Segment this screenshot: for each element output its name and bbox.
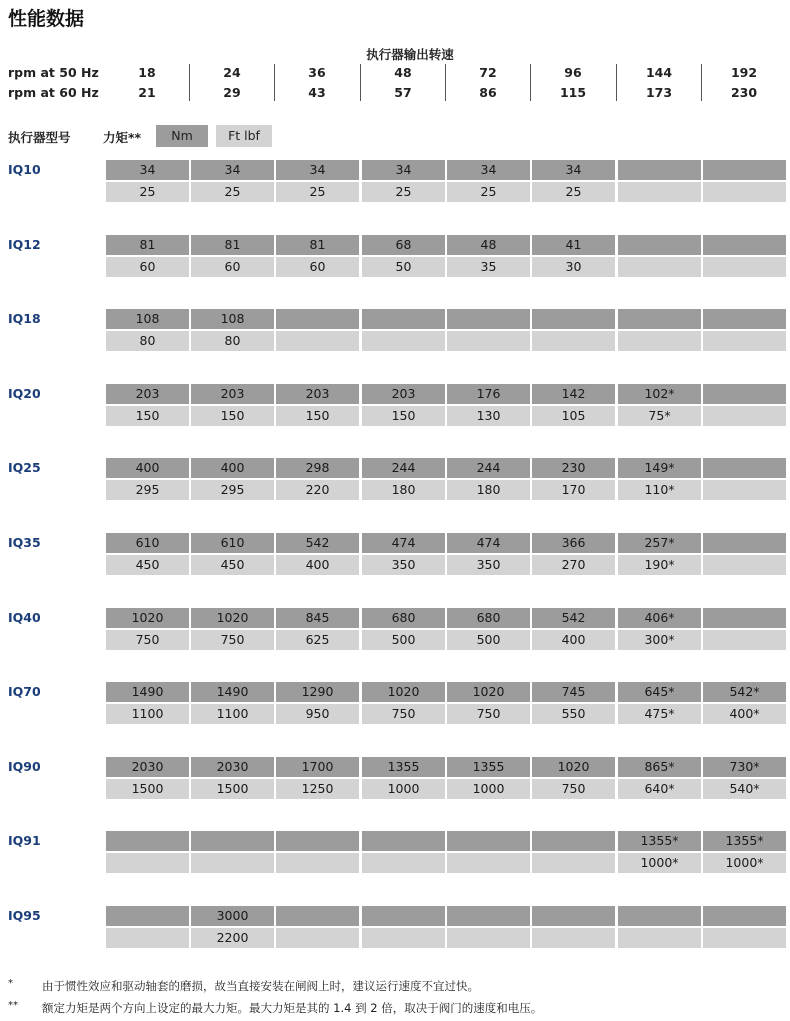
torque-ftlbf-cell bbox=[362, 853, 445, 873]
torque-nm-cell bbox=[447, 309, 530, 329]
torque-ftlbf-cell: 625 bbox=[276, 630, 359, 650]
torque-ftlbf-cell bbox=[276, 331, 359, 351]
torque-nm-cell bbox=[362, 831, 445, 851]
torque-ftlbf-cell: 1000* bbox=[703, 853, 786, 873]
torque-ftlbf-cell: 180 bbox=[362, 480, 445, 500]
torque-ftlbf-cell: 80 bbox=[191, 331, 274, 351]
torque-nm-cell: 845 bbox=[276, 608, 359, 628]
torque-ftlbf-cell: 150 bbox=[191, 406, 274, 426]
torque-nm-cell: 366 bbox=[532, 533, 615, 553]
torque-nm-cell: 203 bbox=[191, 384, 274, 404]
torque-nm-cell: 257* bbox=[618, 533, 701, 553]
torque-nm-cell bbox=[276, 906, 359, 926]
torque-ftlbf-cell bbox=[703, 555, 786, 575]
rpm-value: 96 bbox=[564, 65, 582, 80]
torque-nm-cell: 1355 bbox=[362, 757, 445, 777]
torque-nm-cell: 542 bbox=[532, 608, 615, 628]
torque-ftlbf-cell: 1000 bbox=[447, 779, 530, 799]
footnote-line bbox=[8, 1000, 542, 1016]
torque-ftlbf-cell: 35 bbox=[447, 257, 530, 277]
footnote-text: 由于惯性效应和驱动轴套的磨损，故当直接安装在闸阀上时，建议运行速度不宜过快。 bbox=[42, 979, 479, 993]
torque-ftlbf-cell: 400 bbox=[276, 555, 359, 575]
model-label: IQ25 bbox=[8, 460, 41, 475]
torque-nm-cell: 203 bbox=[106, 384, 189, 404]
torque-nm-cell: 1355* bbox=[703, 831, 786, 851]
model-label: IQ95 bbox=[8, 908, 41, 923]
torque-ftlbf-cell: 400* bbox=[703, 704, 786, 724]
torque-ftlbf-cell bbox=[532, 928, 615, 948]
torque-ftlbf-cell bbox=[362, 331, 445, 351]
torque-nm-cell: 1490 bbox=[191, 682, 274, 702]
torque-ftlbf-cell bbox=[618, 182, 701, 202]
torque-nm-cell bbox=[362, 309, 445, 329]
torque-ftlbf-cell: 295 bbox=[106, 480, 189, 500]
torque-nm-cell: 102* bbox=[618, 384, 701, 404]
torque-ftlbf-cell: 1500 bbox=[106, 779, 189, 799]
torque-nm-cell bbox=[276, 309, 359, 329]
page-title: 性能数据 bbox=[8, 8, 85, 30]
torque-ftlbf-cell bbox=[703, 182, 786, 202]
torque-nm-cell: 1700 bbox=[276, 757, 359, 777]
torque-ftlbf-cell: 75* bbox=[618, 406, 701, 426]
torque-nm-cell: 298 bbox=[276, 458, 359, 478]
rpm-value: 57 bbox=[394, 85, 412, 100]
torque-nm-cell: 34 bbox=[362, 160, 445, 180]
rpm-row-label: rpm at 60 Hz bbox=[8, 85, 99, 100]
torque-nm-cell: 1020 bbox=[106, 608, 189, 628]
torque-ftlbf-cell: 50 bbox=[362, 257, 445, 277]
torque-nm-cell: 48 bbox=[447, 235, 530, 255]
torque-ftlbf-cell bbox=[703, 928, 786, 948]
torque-nm-cell: 34 bbox=[276, 160, 359, 180]
model-label: IQ40 bbox=[8, 610, 41, 625]
torque-ftlbf-cell bbox=[106, 928, 189, 948]
torque-ftlbf-cell bbox=[447, 331, 530, 351]
torque-nm-cell bbox=[532, 906, 615, 926]
torque-ftlbf-cell: 110* bbox=[618, 480, 701, 500]
torque-ftlbf-cell: 25 bbox=[447, 182, 530, 202]
model-label: IQ91 bbox=[8, 833, 41, 848]
torque-nm-cell: 406* bbox=[618, 608, 701, 628]
torque-ftlbf-cell: 640* bbox=[618, 779, 701, 799]
torque-nm-cell: 41 bbox=[532, 235, 615, 255]
torque-nm-cell bbox=[703, 384, 786, 404]
torque-ftlbf-cell: 500 bbox=[447, 630, 530, 650]
torque-ftlbf-cell: 750 bbox=[191, 630, 274, 650]
torque-ftlbf-cell bbox=[703, 406, 786, 426]
torque-ftlbf-cell: 540* bbox=[703, 779, 786, 799]
torque-nm-cell: 34 bbox=[447, 160, 530, 180]
torque-nm-cell bbox=[447, 906, 530, 926]
rpm-value: 43 bbox=[308, 85, 326, 100]
column-divider bbox=[360, 64, 361, 101]
torque-nm-cell bbox=[447, 831, 530, 851]
torque-ftlbf-cell bbox=[362, 928, 445, 948]
torque-ftlbf-cell: 750 bbox=[532, 779, 615, 799]
torque-ftlbf-cell: 25 bbox=[106, 182, 189, 202]
torque-nm-cell bbox=[618, 906, 701, 926]
torque-nm-cell: 2030 bbox=[106, 757, 189, 777]
footnote-mark: * bbox=[8, 978, 13, 989]
rpm-value: 29 bbox=[223, 85, 241, 100]
torque-ftlbf-cell: 25 bbox=[191, 182, 274, 202]
torque-ftlbf-cell: 500 bbox=[362, 630, 445, 650]
torque-ftlbf-cell: 350 bbox=[447, 555, 530, 575]
torque-nm-cell bbox=[106, 906, 189, 926]
rpm-value: 86 bbox=[479, 85, 497, 100]
torque-nm-cell bbox=[618, 309, 701, 329]
torque-ftlbf-cell bbox=[703, 480, 786, 500]
torque-ftlbf-cell: 400 bbox=[532, 630, 615, 650]
torque-nm-cell: 645* bbox=[618, 682, 701, 702]
rpm-value: 24 bbox=[223, 65, 241, 80]
footnote-text: 额定力矩是两个方向上设定的最大力矩。最大力矩是其的 1.4 到 2 倍，取决于阀门的速度和电压。 bbox=[42, 1001, 543, 1015]
torque-nm-cell: 203 bbox=[276, 384, 359, 404]
torque-nm-cell: 400 bbox=[106, 458, 189, 478]
rpm-value: 115 bbox=[559, 85, 587, 100]
torque-ftlbf-cell bbox=[191, 853, 274, 873]
torque-nm-cell bbox=[191, 831, 274, 851]
torque-ftlbf-cell: 750 bbox=[447, 704, 530, 724]
torque-nm-cell: 1490 bbox=[106, 682, 189, 702]
torque-ftlbf-cell: 150 bbox=[276, 406, 359, 426]
rpm-value: 173 bbox=[645, 85, 673, 100]
torque-nm-cell: 865* bbox=[618, 757, 701, 777]
torque-ftlbf-cell: 150 bbox=[362, 406, 445, 426]
torque-ftlbf-cell bbox=[447, 928, 530, 948]
torque-nm-cell: 108 bbox=[106, 309, 189, 329]
torque-ftlbf-cell: 60 bbox=[106, 257, 189, 277]
torque-ftlbf-cell bbox=[703, 331, 786, 351]
legend-nm: Nm bbox=[156, 125, 208, 147]
torque-ftlbf-cell bbox=[532, 853, 615, 873]
torque-nm-cell bbox=[618, 235, 701, 255]
torque-nm-cell: 680 bbox=[447, 608, 530, 628]
torque-nm-cell: 2030 bbox=[191, 757, 274, 777]
torque-header: 力矩** bbox=[103, 130, 142, 145]
rpm-row bbox=[0, 64, 790, 82]
torque-ftlbf-cell bbox=[276, 928, 359, 948]
torque-ftlbf-cell: 350 bbox=[362, 555, 445, 575]
torque-nm-cell: 474 bbox=[447, 533, 530, 553]
model-label: IQ18 bbox=[8, 311, 41, 326]
torque-nm-cell: 34 bbox=[191, 160, 274, 180]
torque-nm-cell: 34 bbox=[106, 160, 189, 180]
rpm-value: 18 bbox=[138, 65, 156, 80]
column-divider bbox=[274, 64, 275, 101]
torque-ftlbf-cell: 30 bbox=[532, 257, 615, 277]
torque-nm-cell: 1020 bbox=[191, 608, 274, 628]
torque-nm-cell bbox=[703, 533, 786, 553]
torque-ftlbf-cell: 25 bbox=[276, 182, 359, 202]
torque-ftlbf-cell: 190* bbox=[618, 555, 701, 575]
rpm-value: 36 bbox=[308, 65, 326, 80]
model-column-header: 执行器型号 bbox=[8, 130, 71, 145]
torque-nm-cell: 3000 bbox=[191, 906, 274, 926]
torque-ftlbf-cell bbox=[703, 257, 786, 277]
torque-nm-cell bbox=[703, 906, 786, 926]
torque-nm-cell bbox=[532, 831, 615, 851]
torque-ftlbf-cell: 300* bbox=[618, 630, 701, 650]
torque-ftlbf-cell: 270 bbox=[532, 555, 615, 575]
rpm-value: 48 bbox=[394, 65, 412, 80]
torque-ftlbf-cell: 1250 bbox=[276, 779, 359, 799]
torque-nm-cell: 745 bbox=[532, 682, 615, 702]
rpm-row-label: rpm at 50 Hz bbox=[8, 65, 99, 80]
legend-ft-lbf: Ft lbf bbox=[216, 125, 272, 147]
torque-ftlbf-cell: 950 bbox=[276, 704, 359, 724]
torque-nm-cell: 610 bbox=[191, 533, 274, 553]
torque-ftlbf-cell bbox=[618, 257, 701, 277]
torque-ftlbf-cell: 1500 bbox=[191, 779, 274, 799]
column-divider bbox=[701, 64, 702, 101]
torque-ftlbf-cell bbox=[618, 331, 701, 351]
torque-ftlbf-cell: 130 bbox=[447, 406, 530, 426]
torque-ftlbf-cell: 1000 bbox=[362, 779, 445, 799]
torque-nm-cell: 400 bbox=[191, 458, 274, 478]
torque-ftlbf-cell: 80 bbox=[106, 331, 189, 351]
torque-ftlbf-cell: 170 bbox=[532, 480, 615, 500]
rpm-value: 192 bbox=[730, 65, 758, 80]
torque-nm-cell: 149* bbox=[618, 458, 701, 478]
model-label: IQ70 bbox=[8, 684, 41, 699]
rpm-value: 230 bbox=[730, 85, 758, 100]
torque-nm-cell: 81 bbox=[106, 235, 189, 255]
torque-ftlbf-cell: 1100 bbox=[191, 704, 274, 724]
torque-ftlbf-cell: 750 bbox=[106, 630, 189, 650]
torque-nm-cell bbox=[618, 160, 701, 180]
torque-ftlbf-cell: 1000* bbox=[618, 853, 701, 873]
column-divider bbox=[530, 64, 531, 101]
model-label: IQ20 bbox=[8, 386, 41, 401]
torque-nm-cell: 1355 bbox=[447, 757, 530, 777]
torque-nm-cell: 542* bbox=[703, 682, 786, 702]
torque-ftlbf-cell bbox=[618, 928, 701, 948]
torque-nm-cell: 230 bbox=[532, 458, 615, 478]
torque-nm-cell: 244 bbox=[362, 458, 445, 478]
model-label: IQ90 bbox=[8, 759, 41, 774]
torque-ftlbf-cell: 550 bbox=[532, 704, 615, 724]
torque-nm-cell bbox=[106, 831, 189, 851]
rpm-value: 144 bbox=[645, 65, 673, 80]
rpm-row bbox=[0, 84, 790, 102]
column-divider bbox=[189, 64, 190, 101]
torque-nm-cell bbox=[703, 608, 786, 628]
torque-ftlbf-cell: 475* bbox=[618, 704, 701, 724]
torque-nm-cell: 730* bbox=[703, 757, 786, 777]
torque-ftlbf-cell: 750 bbox=[362, 704, 445, 724]
model-label: IQ12 bbox=[8, 237, 41, 252]
column-divider bbox=[616, 64, 617, 101]
torque-nm-cell bbox=[703, 309, 786, 329]
torque-nm-cell: 542 bbox=[276, 533, 359, 553]
torque-nm-cell: 142 bbox=[532, 384, 615, 404]
torque-ftlbf-cell: 220 bbox=[276, 480, 359, 500]
torque-nm-cell: 1020 bbox=[362, 682, 445, 702]
torque-ftlbf-cell: 25 bbox=[362, 182, 445, 202]
torque-nm-cell: 1020 bbox=[532, 757, 615, 777]
torque-nm-cell: 176 bbox=[447, 384, 530, 404]
torque-nm-cell bbox=[532, 309, 615, 329]
model-label: IQ35 bbox=[8, 535, 41, 550]
footnote-line bbox=[8, 978, 479, 994]
torque-ftlbf-cell: 25 bbox=[532, 182, 615, 202]
torque-ftlbf-cell: 60 bbox=[191, 257, 274, 277]
torque-nm-cell: 244 bbox=[447, 458, 530, 478]
rpm-value: 72 bbox=[479, 65, 497, 80]
torque-ftlbf-cell: 450 bbox=[191, 555, 274, 575]
rpm-value: 21 bbox=[138, 85, 156, 100]
torque-ftlbf-cell: 450 bbox=[106, 555, 189, 575]
torque-nm-cell bbox=[703, 235, 786, 255]
torque-nm-cell bbox=[703, 458, 786, 478]
torque-nm-cell: 1290 bbox=[276, 682, 359, 702]
torque-nm-cell: 1355* bbox=[618, 831, 701, 851]
torque-nm-cell: 610 bbox=[106, 533, 189, 553]
torque-nm-cell: 680 bbox=[362, 608, 445, 628]
torque-ftlbf-cell: 2200 bbox=[191, 928, 274, 948]
torque-ftlbf-cell bbox=[106, 853, 189, 873]
torque-nm-cell: 81 bbox=[276, 235, 359, 255]
torque-nm-cell: 68 bbox=[362, 235, 445, 255]
torque-ftlbf-cell: 60 bbox=[276, 257, 359, 277]
torque-ftlbf-cell: 105 bbox=[532, 406, 615, 426]
torque-ftlbf-cell: 150 bbox=[106, 406, 189, 426]
torque-ftlbf-cell bbox=[703, 630, 786, 650]
torque-ftlbf-cell: 180 bbox=[447, 480, 530, 500]
torque-nm-cell: 81 bbox=[191, 235, 274, 255]
torque-nm-cell bbox=[276, 831, 359, 851]
speed-header: 执行器输出转速 bbox=[366, 47, 454, 62]
torque-nm-cell: 203 bbox=[362, 384, 445, 404]
torque-nm-cell: 474 bbox=[362, 533, 445, 553]
torque-ftlbf-cell bbox=[276, 853, 359, 873]
torque-nm-cell: 34 bbox=[532, 160, 615, 180]
column-divider bbox=[445, 64, 446, 101]
torque-ftlbf-cell: 295 bbox=[191, 480, 274, 500]
torque-nm-cell: 1020 bbox=[447, 682, 530, 702]
torque-nm-cell bbox=[362, 906, 445, 926]
torque-nm-cell: 108 bbox=[191, 309, 274, 329]
model-label: IQ10 bbox=[8, 162, 41, 177]
torque-ftlbf-cell bbox=[532, 331, 615, 351]
torque-nm-cell bbox=[703, 160, 786, 180]
torque-ftlbf-cell bbox=[447, 853, 530, 873]
torque-ftlbf-cell: 1100 bbox=[106, 704, 189, 724]
footnote-mark: ** bbox=[8, 1000, 18, 1011]
